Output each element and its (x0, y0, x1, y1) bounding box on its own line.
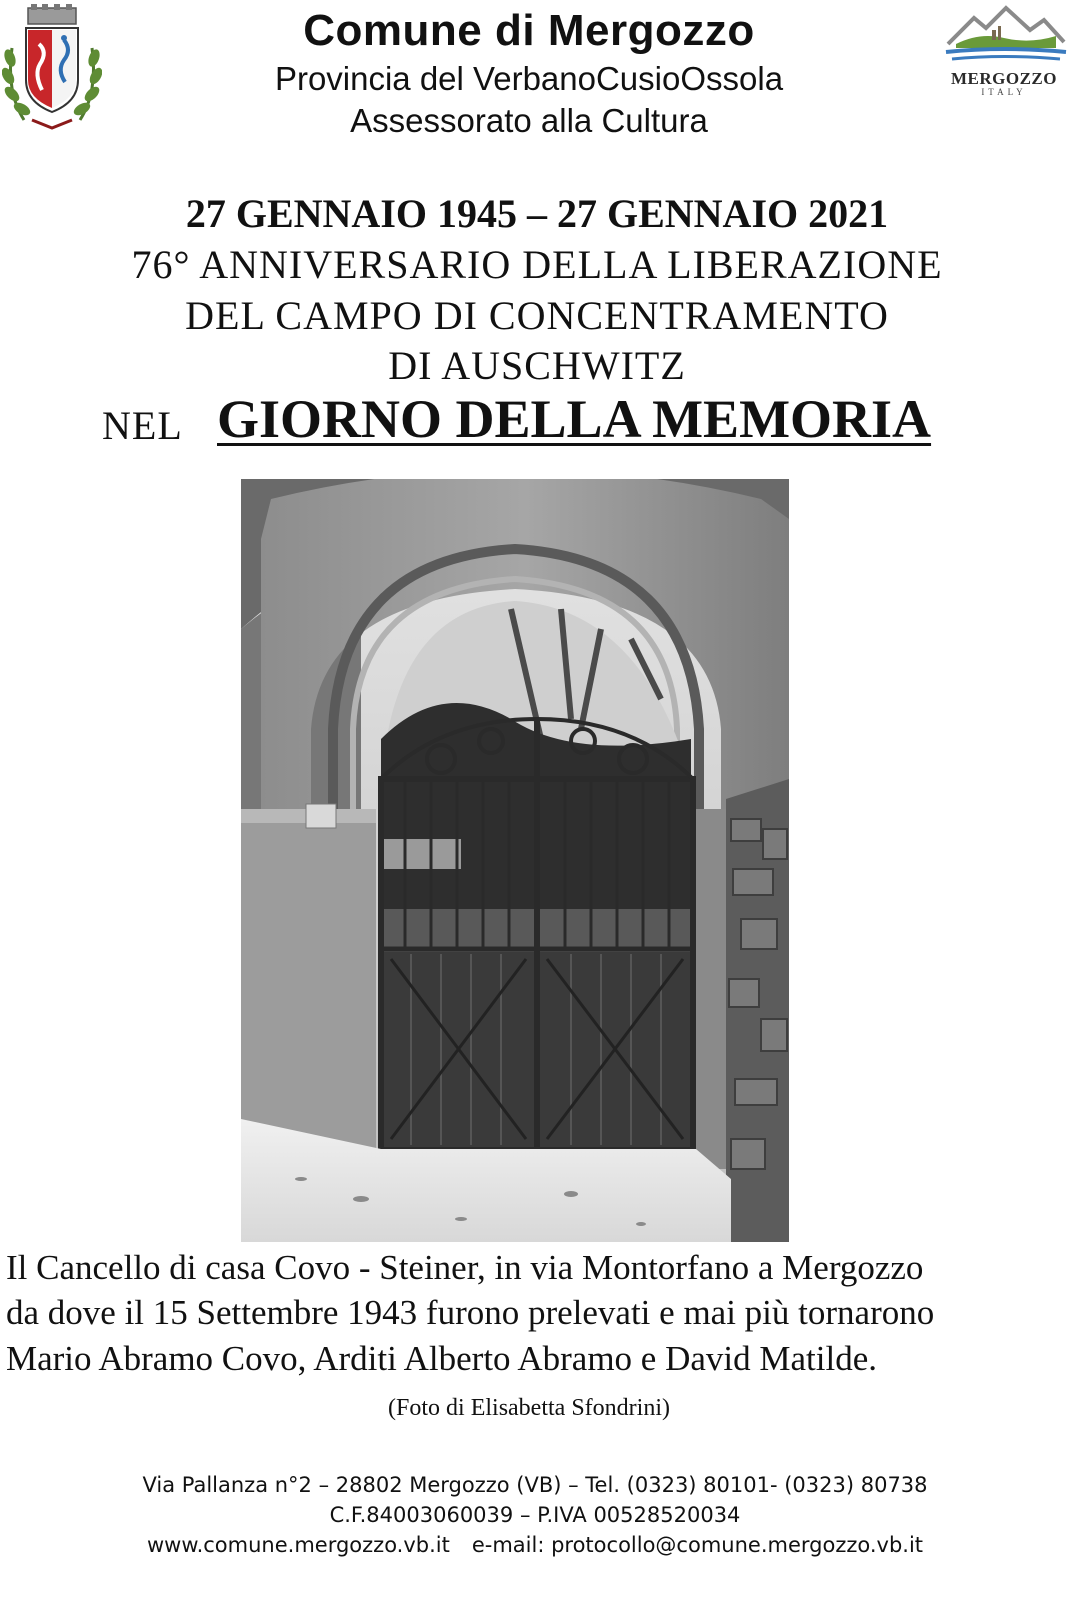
photo-credit: (Foto di Elisabetta Sfondrini) (388, 1395, 670, 1421)
mergozzo-logo (940, 4, 1068, 100)
header-province: Provincia del VerbanoCusioOssola (274, 60, 784, 97)
mountain-lake-logo-icon (940, 4, 1068, 66)
footer-contacts (0, 1533, 1070, 1557)
headline-line-2: DEL CAMPO DI CONCENTRAMENTO (185, 293, 889, 338)
headline-line-1: 76° ANNIVERSARIO DELLA LIBERAZIONE (131, 242, 943, 287)
logo-text: MERGOZZO (950, 69, 1057, 88)
headline-prefix: NEL (102, 403, 183, 448)
footer-tax-ids: C.F.84003060039 – P.IVA 00528520034 (329, 1503, 741, 1527)
headline-line-3: DI AUSCHWITZ (388, 343, 686, 388)
headline-emphasis: GIORNO DELLA MEMORIA (217, 389, 932, 449)
header-title: Comune di Mergozzo (303, 6, 755, 55)
website-link[interactable]: www.comune.mergozzo.vb.it (146, 1533, 450, 1557)
header-department: Assessorato alla Cultura (350, 102, 708, 139)
commemoration-dates: 27 GENNAIO 1945 – 27 GENNAIO 2021 (185, 191, 889, 236)
caption-line-3: Mario Abramo Covo, Arditi Alberto Abramo e David Matilde. (6, 1339, 877, 1378)
caption-line-2: da dove il 15 Settembre 1943 furono prelevati e mai più tornarono (6, 1293, 935, 1332)
caption-line-1: Il Cancello di casa Covo - Steiner, in via Montorfano a Mergozzo (6, 1248, 924, 1287)
email-link[interactable]: e-mail: protocollo@comune.mergozzo.vb.it (471, 1533, 924, 1557)
logo-subtext: ITALY (981, 87, 1027, 97)
gate-photo (241, 479, 789, 1242)
footer-address: Via Pallanza n°2 – 28802 Mergozzo (VB) – Tel. (0323) 80101- (0323) 80738 (142, 1473, 928, 1497)
